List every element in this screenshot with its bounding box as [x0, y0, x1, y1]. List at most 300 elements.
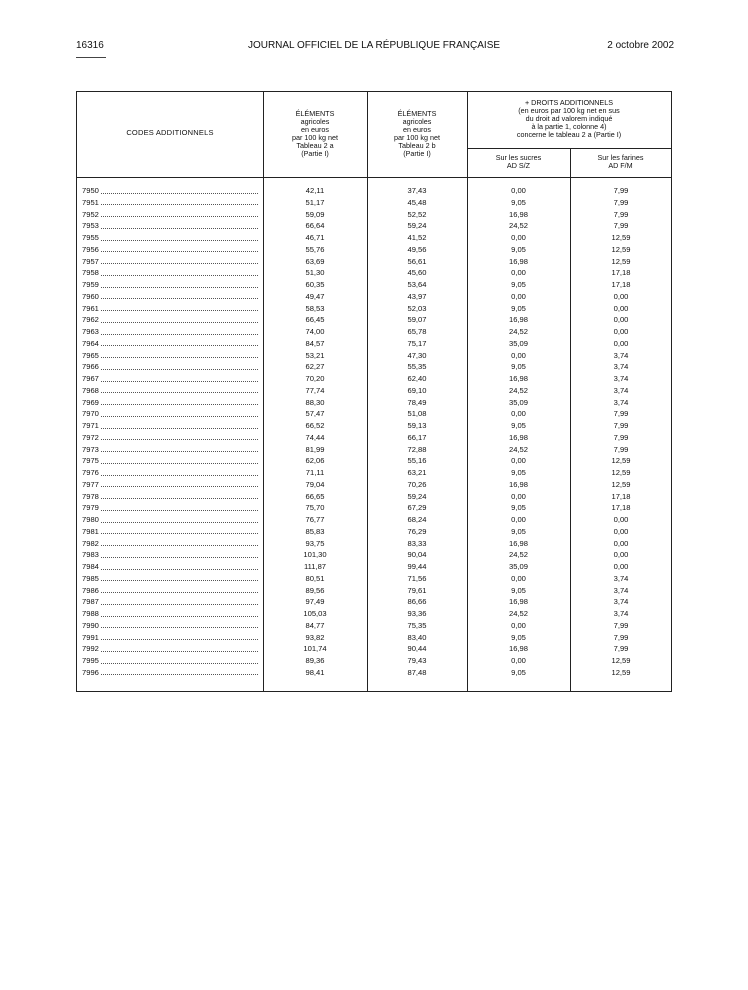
ad-fm-value: 7,99 — [613, 644, 629, 654]
additional-code: 7983 — [82, 550, 99, 560]
ad-sz-value: 16,98 — [508, 597, 528, 607]
table-row — [77, 573, 671, 585]
table-row — [77, 538, 671, 550]
leader-dots — [82, 569, 258, 570]
element-a-value: 66,65 — [305, 491, 325, 501]
leader-dots — [82, 639, 258, 640]
additional-code: 7980 — [82, 515, 99, 524]
additional-code-cell — [82, 467, 258, 479]
additional-code-cell — [82, 244, 258, 256]
ad-sz-value: 0,00 — [511, 620, 526, 630]
ad-sz-value: 9,05 — [511, 632, 526, 642]
additional-code: 7970 — [82, 409, 99, 419]
element-b-value: 55,35 — [407, 362, 427, 372]
additional-code: 7976 — [82, 468, 99, 477]
leader-dots — [82, 439, 258, 440]
table-row — [77, 408, 671, 420]
additional-code: 7995 — [82, 656, 99, 665]
leader-dots — [82, 263, 258, 264]
ad-sz-value: 9,05 — [511, 468, 526, 477]
leader-dots — [82, 392, 258, 393]
additional-code-cell — [82, 444, 258, 456]
table-row — [77, 561, 671, 573]
element-a-value: 77,74 — [305, 385, 325, 395]
leader-dots — [82, 275, 258, 276]
additional-code: 7978 — [82, 491, 99, 501]
ad-fm-value: 12,59 — [611, 244, 631, 254]
ad-fm-value: 7,99 — [613, 620, 629, 630]
ad-sz-value: 9,05 — [511, 362, 526, 372]
element-b-value: 43,97 — [407, 291, 427, 301]
table-row — [77, 632, 671, 644]
ad-fm-value: 0,00 — [613, 550, 629, 560]
additional-code-cell — [82, 514, 258, 526]
additional-code-cell — [82, 197, 258, 209]
header-line: Sur les farines — [597, 153, 644, 162]
element-b-value: 62,40 — [407, 374, 427, 383]
element-a-value: 88,30 — [305, 397, 325, 407]
ad-sz-value: 35,09 — [508, 397, 528, 407]
additional-code-cell — [82, 314, 258, 326]
ad-sz-value: 0,00 — [511, 409, 526, 419]
table-row — [77, 267, 671, 279]
additional-code: 7963 — [82, 327, 99, 336]
additional-code: 7967 — [82, 374, 99, 383]
leader-dots — [82, 240, 258, 241]
ad-fm-value: 3,74 — [613, 385, 629, 395]
ad-sz-value: 9,05 — [511, 585, 526, 595]
element-b-value: 78,49 — [407, 397, 427, 407]
leader-dots — [82, 251, 258, 252]
element-b-value: 45,60 — [407, 268, 427, 278]
ad-fm-value: 17,18 — [611, 491, 631, 501]
ad-fm-value: 7,99 — [613, 432, 629, 442]
leader-dots — [82, 404, 258, 405]
additional-code-cell — [82, 632, 258, 644]
leader-dots — [82, 193, 258, 194]
ad-fm-value: 3,74 — [613, 573, 629, 583]
ad-fm-value: 12,59 — [611, 456, 631, 466]
additional-code-cell — [82, 620, 258, 632]
element-a-value: 111,87 — [303, 562, 327, 571]
element-b-value: 59,24 — [407, 491, 427, 501]
farines-column-header — [570, 154, 671, 170]
table-row — [77, 643, 671, 655]
element-a-value: 55,76 — [305, 244, 325, 254]
element-a-value: 97,49 — [305, 597, 325, 607]
table-row — [77, 326, 671, 338]
ad-sz-value: 24,52 — [508, 444, 528, 454]
element-b-value: 63,21 — [407, 468, 427, 477]
header-line: à la partie 1, colonne 4) — [531, 122, 607, 132]
element-a-value: 66,64 — [305, 221, 325, 231]
element-a-value: 89,56 — [305, 585, 325, 595]
additional-code: 7973 — [82, 444, 99, 454]
element-a-value: 93,82 — [305, 632, 325, 642]
element-a-value: 66,52 — [305, 421, 325, 430]
ad-fm-value: 0,00 — [613, 291, 629, 301]
leader-dots — [82, 545, 258, 546]
additional-code: 7966 — [82, 362, 99, 372]
leader-dots — [82, 322, 258, 323]
ad-fm-value: 12,59 — [611, 233, 631, 242]
ad-fm-value: 3,74 — [613, 350, 629, 360]
table-row — [77, 467, 671, 479]
header-line: (Partie I) — [301, 149, 329, 159]
ad-sz-value: 16,98 — [508, 315, 528, 325]
elements-a-column-header — [263, 110, 367, 159]
header-line: par 100 kg net — [292, 133, 338, 143]
additional-code: 7987 — [82, 597, 99, 607]
ad-fm-value: 12,59 — [611, 468, 631, 477]
header-line: Tableau 2 a — [296, 141, 334, 151]
element-a-value: 58,53 — [305, 303, 325, 313]
table-row — [77, 455, 671, 467]
additional-code: 7977 — [82, 479, 99, 489]
additional-code-cell — [82, 596, 258, 608]
ad-fm-value: 3,74 — [613, 597, 629, 607]
ad-sz-value: 0,00 — [511, 656, 526, 665]
element-b-value: 76,29 — [407, 526, 427, 536]
leader-dots — [82, 428, 258, 429]
element-a-value: 62,06 — [305, 456, 325, 466]
element-b-value: 79,61 — [407, 585, 427, 595]
leader-dots — [82, 674, 258, 675]
leader-dots — [82, 334, 258, 335]
ad-fm-value: 0,00 — [613, 562, 629, 571]
leader-dots — [82, 592, 258, 593]
ad-fm-value: 0,00 — [613, 303, 629, 313]
table-row — [77, 526, 671, 538]
tariff-table — [76, 91, 672, 692]
ad-sz-value: 9,05 — [511, 526, 526, 536]
additional-code: 7962 — [82, 315, 99, 325]
element-a-value: 85,83 — [305, 526, 325, 536]
ad-sz-value: 9,05 — [511, 303, 526, 313]
ad-fm-value: 17,18 — [611, 503, 631, 513]
additional-code-cell — [82, 585, 258, 597]
ad-sz-value: 16,98 — [508, 538, 528, 548]
table-row — [77, 291, 671, 303]
additional-code-cell — [82, 338, 258, 350]
ad-sz-value: 16,98 — [508, 256, 528, 266]
additional-code: 7959 — [82, 280, 99, 289]
element-b-value: 59,07 — [407, 315, 427, 325]
table-row — [77, 420, 671, 432]
table-row — [77, 314, 671, 326]
additional-code-cell — [82, 561, 258, 573]
additional-code-cell — [82, 303, 258, 315]
header-rule — [76, 57, 106, 58]
element-b-value: 70,26 — [407, 479, 427, 489]
additional-code-cell — [82, 479, 258, 491]
additional-code: 7965 — [82, 350, 99, 360]
additional-code: 7968 — [82, 385, 99, 395]
additional-code-cell — [82, 361, 258, 373]
header-line: concerne le tableau 2 a (Partie I) — [516, 130, 622, 140]
ad-fm-value: 12,59 — [611, 667, 631, 677]
element-b-value: 55,16 — [407, 456, 427, 466]
element-b-value: 47,30 — [407, 350, 427, 360]
additional-code-cell — [82, 455, 258, 467]
leader-dots — [82, 204, 258, 205]
additional-code: 7982 — [82, 538, 99, 548]
leader-dots — [82, 298, 258, 299]
element-b-value: 41,52 — [407, 233, 427, 242]
droits-additionnels-header — [467, 99, 671, 139]
element-a-value: 74,00 — [305, 327, 325, 336]
ad-fm-value: 0,00 — [613, 327, 629, 336]
element-b-value: 93,36 — [407, 609, 427, 618]
ad-fm-value: 0,00 — [613, 315, 629, 325]
element-b-value: 67,29 — [407, 503, 427, 513]
leader-dots — [82, 498, 258, 499]
additional-code: 7972 — [82, 432, 99, 442]
element-b-value: 86,66 — [407, 597, 427, 607]
table-row — [77, 350, 671, 362]
additional-code-cell — [82, 526, 258, 538]
additional-code-cell — [82, 397, 258, 409]
table-row — [77, 620, 671, 632]
header-line: Tableau 2 b — [398, 141, 436, 151]
ad-fm-value: 0,00 — [613, 526, 629, 536]
leader-dots — [82, 416, 258, 417]
ad-sz-value: 16,98 — [508, 209, 528, 219]
element-a-value: 53,21 — [305, 350, 325, 360]
element-a-value: 60,35 — [305, 280, 325, 289]
ad-fm-value: 17,18 — [611, 280, 631, 289]
ad-sz-value: 9,05 — [511, 421, 526, 430]
header-line: par 100 kg net — [394, 133, 440, 143]
header-line: (Partie I) — [403, 149, 431, 159]
header-line: ÉLÉMENTS — [295, 109, 335, 118]
additional-code: 7996 — [82, 667, 99, 677]
additional-code-cell — [82, 549, 258, 561]
additional-code: 7975 — [82, 456, 99, 466]
element-b-value: 52,03 — [407, 303, 427, 313]
ad-fm-value: 7,99 — [613, 209, 629, 219]
table-row — [77, 197, 671, 209]
ad-fm-value: 3,74 — [613, 362, 629, 372]
element-b-value: 59,24 — [407, 221, 427, 231]
ad-fm-value: 7,99 — [613, 409, 629, 419]
additional-code-cell — [82, 279, 258, 291]
header-line: + DROITS ADDITIONNELS — [524, 98, 614, 107]
leader-dots — [82, 651, 258, 652]
ad-sz-value: 0,00 — [511, 350, 526, 360]
ad-sz-value: 24,52 — [508, 385, 528, 395]
leader-dots — [82, 616, 258, 617]
additional-code-cell — [82, 502, 258, 514]
ad-fm-value: 0,00 — [613, 338, 629, 348]
element-a-value: 76,77 — [305, 515, 325, 524]
page-number: 16316 — [76, 40, 104, 51]
ad-sz-value: 0,00 — [511, 491, 526, 501]
additional-code: 7957 — [82, 256, 99, 266]
header-line: agricoles — [300, 117, 330, 127]
leader-dots — [82, 663, 258, 664]
table-row — [77, 585, 671, 597]
element-a-value: 101,30 — [303, 550, 327, 560]
ad-fm-value: 7,99 — [613, 186, 629, 195]
ad-sz-value: 9,05 — [511, 503, 526, 513]
ad-sz-value: 35,09 — [508, 338, 528, 348]
ad-fm-value: 7,99 — [613, 197, 629, 207]
element-a-value: 49,47 — [305, 291, 325, 301]
table-row — [77, 397, 671, 409]
additional-code-cell — [82, 256, 258, 268]
elements-b-column-header — [367, 110, 467, 159]
additional-code-cell — [82, 350, 258, 362]
leader-dots — [82, 228, 258, 229]
table-row — [77, 303, 671, 315]
element-a-value: 98,41 — [305, 667, 325, 677]
table-row — [77, 244, 671, 256]
element-a-value: 63,69 — [305, 256, 325, 266]
table-row — [77, 232, 671, 244]
additional-code-cell — [82, 573, 258, 585]
additional-code-cell — [82, 326, 258, 338]
ad-sz-value: 9,05 — [511, 280, 526, 289]
ad-sz-value: 0,00 — [511, 233, 526, 242]
leader-dots — [82, 345, 258, 346]
leader-dots — [82, 604, 258, 605]
additional-code-cell — [82, 667, 258, 679]
table-row — [77, 373, 671, 385]
table-row — [77, 361, 671, 373]
table-row — [77, 432, 671, 444]
table-row — [77, 385, 671, 397]
table-row — [77, 655, 671, 667]
ad-sz-value: 35,09 — [508, 562, 528, 571]
element-b-value: 65,78 — [407, 327, 427, 336]
element-a-value: 93,75 — [305, 538, 325, 548]
ad-sz-value: 24,52 — [508, 221, 528, 231]
element-b-value: 75,17 — [407, 338, 427, 348]
element-b-value: 66,17 — [407, 432, 427, 442]
element-b-value: 68,24 — [407, 515, 427, 524]
additional-code: 7990 — [82, 620, 99, 630]
element-a-value: 62,27 — [305, 362, 325, 372]
additional-code: 7950 — [82, 186, 99, 195]
additional-code-cell — [82, 232, 258, 244]
table-row — [77, 667, 671, 679]
element-a-value: 89,36 — [305, 656, 325, 665]
ad-fm-value: 3,74 — [613, 609, 629, 618]
additional-code-cell — [82, 538, 258, 550]
additional-code-cell — [82, 267, 258, 279]
ad-sz-value: 0,00 — [511, 573, 526, 583]
leader-dots — [82, 451, 258, 452]
additional-code-cell — [82, 185, 258, 197]
additional-code: 7964 — [82, 338, 99, 348]
ad-fm-value: 3,74 — [613, 374, 629, 383]
additional-code-cell — [82, 608, 258, 620]
table-row — [77, 444, 671, 456]
header-line: AD F/M — [608, 161, 633, 171]
ad-fm-value: 12,59 — [611, 479, 631, 489]
ad-fm-value: 3,74 — [613, 585, 629, 595]
header-line: du droit ad valorem indiqué — [525, 114, 613, 124]
additional-code: 7986 — [82, 585, 99, 595]
ad-sz-value: 16,98 — [508, 479, 528, 489]
additional-code: 7988 — [82, 609, 99, 618]
element-a-value: 70,20 — [305, 374, 325, 383]
additional-code: 7951 — [82, 197, 99, 207]
subheader-divider — [467, 148, 671, 149]
additional-code: 7955 — [82, 233, 99, 242]
element-a-value: 105,03 — [303, 609, 327, 618]
header-line: (en euros par 100 kg net en sus — [518, 106, 620, 116]
element-b-value: 53,64 — [407, 280, 427, 289]
header-line: en euros — [403, 125, 431, 135]
element-a-value: 66,45 — [305, 315, 325, 325]
header-line: ÉLÉMENTS — [397, 109, 437, 118]
ad-fm-value: 7,99 — [613, 444, 629, 454]
ad-fm-value: 17,18 — [611, 268, 631, 278]
element-b-value: 71,56 — [407, 573, 427, 583]
leader-dots — [82, 381, 258, 382]
element-b-value: 83,40 — [407, 632, 427, 642]
table-row — [77, 514, 671, 526]
ad-sz-value: 16,98 — [508, 374, 528, 383]
table-row — [77, 502, 671, 514]
ad-sz-value: 0,00 — [511, 515, 526, 524]
additional-code: 7981 — [82, 526, 99, 536]
element-a-value: 74,44 — [305, 432, 325, 442]
additional-code: 7969 — [82, 397, 99, 407]
additional-code: 7958 — [82, 268, 99, 278]
additional-code: 7952 — [82, 209, 99, 219]
ad-fm-value: 0,00 — [613, 515, 629, 524]
additional-code-cell — [82, 373, 258, 385]
additional-code-cell — [82, 491, 258, 503]
element-a-value: 80,51 — [305, 573, 325, 583]
additional-code: 7960 — [82, 291, 99, 301]
element-a-value: 81,99 — [305, 444, 325, 454]
table-row — [77, 220, 671, 232]
header-line: agricoles — [402, 117, 432, 127]
element-a-value: 57,47 — [305, 409, 325, 419]
ad-sz-value: 9,05 — [511, 244, 526, 254]
element-b-value: 75,35 — [407, 620, 427, 630]
additional-code-cell — [82, 291, 258, 303]
leader-dots — [82, 522, 258, 523]
element-a-value: 84,77 — [305, 620, 325, 630]
leader-dots — [82, 533, 258, 534]
ad-sz-value: 24,52 — [508, 550, 528, 560]
leader-dots — [82, 557, 258, 558]
table-row — [77, 491, 671, 503]
ad-fm-value: 12,59 — [611, 656, 631, 665]
additional-code: 7971 — [82, 421, 99, 430]
header-divider — [77, 177, 671, 178]
leader-dots — [82, 510, 258, 511]
element-a-value: 51,30 — [305, 268, 325, 278]
ad-sz-value: 0,00 — [511, 268, 526, 278]
ad-fm-value: 7,99 — [613, 632, 629, 642]
ad-fm-value: 12,59 — [611, 256, 631, 266]
ad-sz-value: 9,05 — [511, 197, 526, 207]
element-b-value: 87,48 — [407, 667, 427, 677]
additional-code-cell — [82, 432, 258, 444]
additional-code-cell — [82, 209, 258, 221]
additional-code-cell — [82, 643, 258, 655]
ad-sz-value: 16,98 — [508, 432, 528, 442]
header-line: en euros — [301, 125, 329, 135]
additional-code-cell — [82, 655, 258, 667]
header-line: AD S/Z — [506, 161, 531, 171]
